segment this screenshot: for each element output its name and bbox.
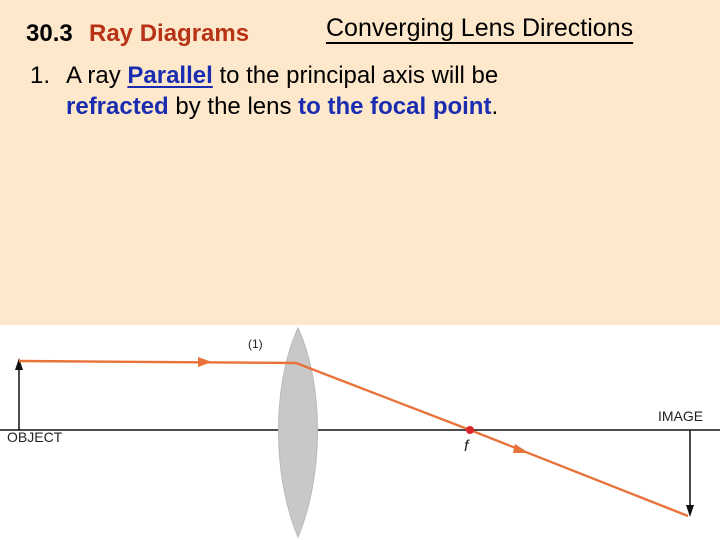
text-a-ray: A ray [66, 62, 121, 89]
list-marker: 1. [30, 62, 51, 89]
ray-label: (1) [248, 337, 263, 351]
point-1-text [66, 60, 690, 122]
section-title: Ray Diagrams [89, 20, 250, 47]
ray-arrowhead-incident [198, 357, 212, 367]
ray-1 [19, 361, 688, 516]
point-1 [30, 60, 690, 122]
focal-point-dot [466, 426, 474, 434]
title-row [26, 12, 706, 52]
object-label: OBJECT [7, 429, 63, 445]
keyword-refracted: refracted [66, 93, 169, 120]
text-by-lens: by the lens [175, 93, 292, 120]
keyword-focal-point: to the focal point [298, 93, 492, 120]
object-arrowhead [15, 358, 23, 370]
text-period: . [491, 93, 499, 120]
converging-lens [279, 328, 318, 537]
text-principal-axis: to the principal axis will be [219, 62, 499, 89]
section-number: 30.3 [26, 20, 73, 47]
image-label: IMAGE [658, 408, 704, 424]
ray-diagram [0, 325, 720, 540]
keyword-parallel: Parallel [127, 62, 213, 89]
focal-label: f [464, 438, 469, 455]
slide-subtitle: Converging Lens Directions [326, 14, 634, 42]
ray-arrowhead-refracted [513, 444, 529, 453]
